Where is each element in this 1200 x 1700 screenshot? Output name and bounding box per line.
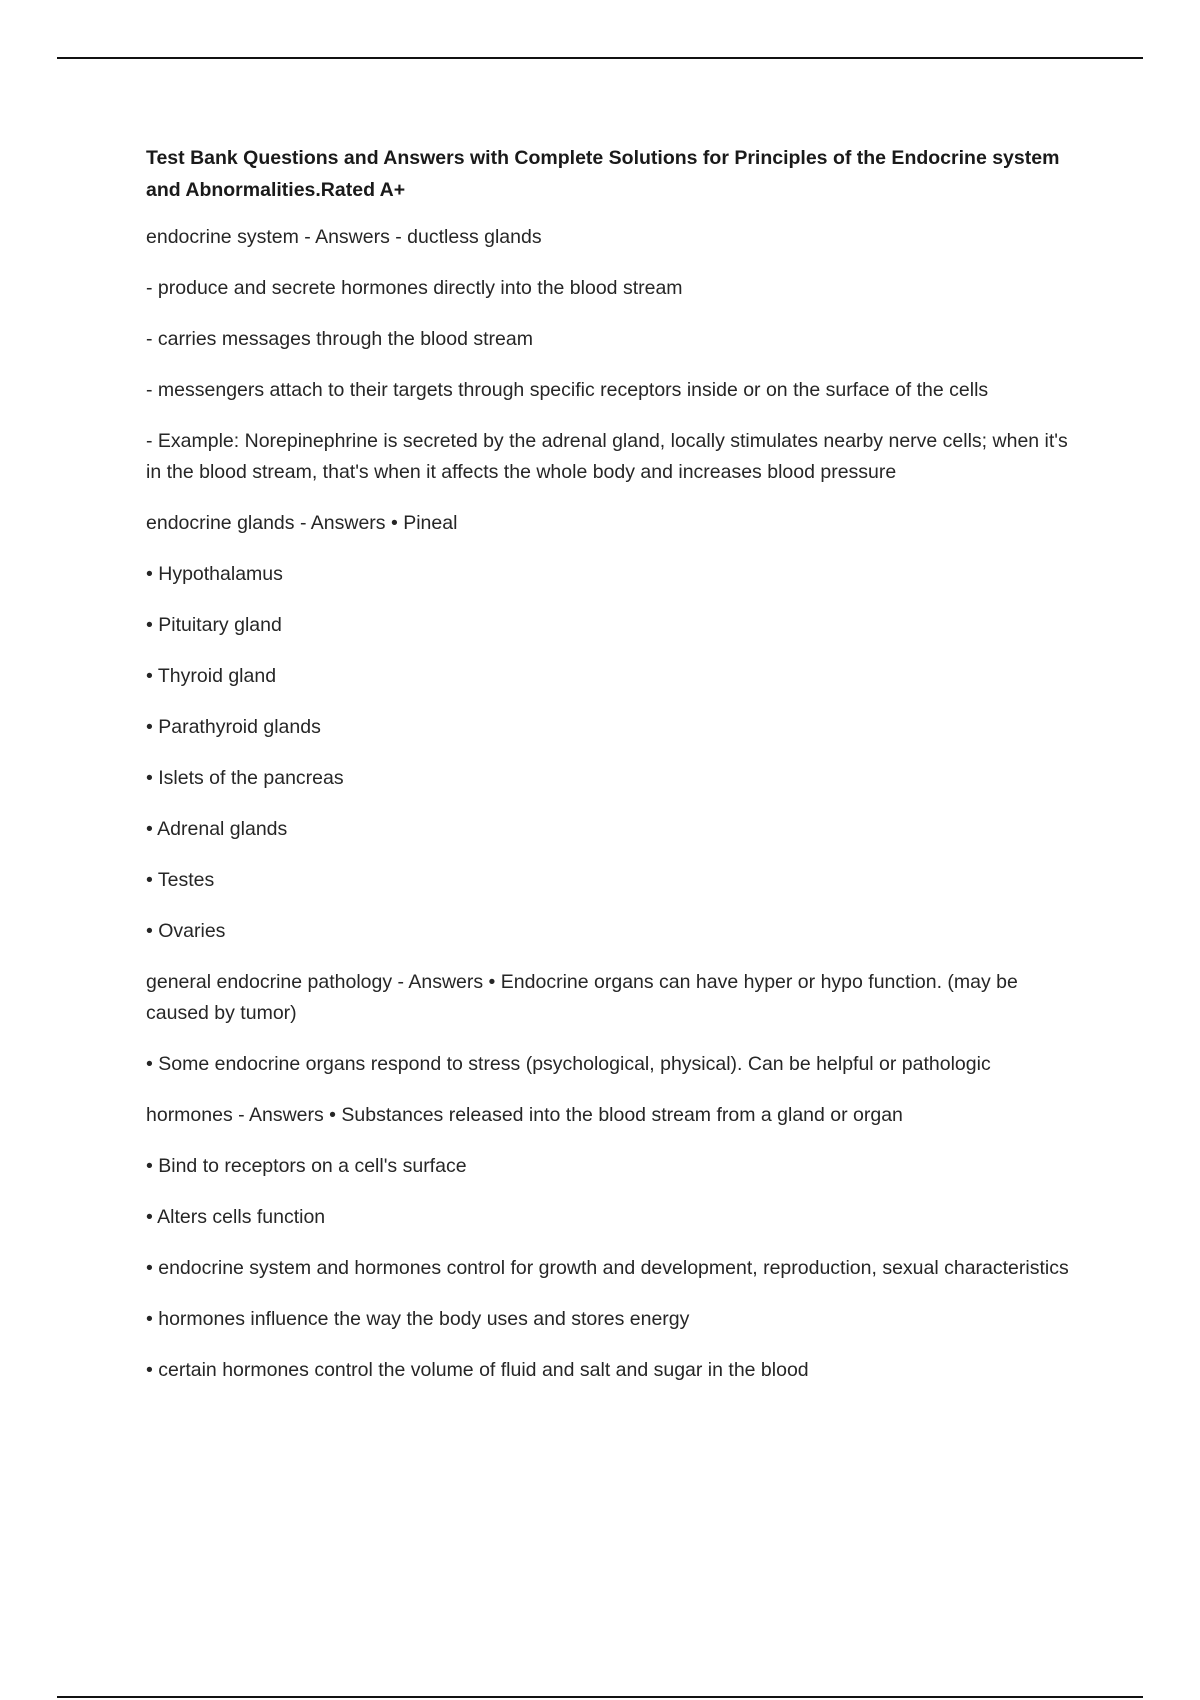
list-item-fluid-volume: • certain hormones control the volume of fluid and salt and sugar in the blood bbox=[146, 1359, 809, 1381]
list-item-testes: • Testes bbox=[146, 869, 215, 891]
paragraph-hormones: hormones - Answers • Substances released into the blood stream from a gland or organ bbox=[146, 1104, 903, 1126]
list-item-ovaries: • Ovaries bbox=[146, 920, 226, 942]
paragraph-endocrine-glands: endocrine glands - Answers • Pineal bbox=[146, 512, 458, 534]
paragraph-carries-messages: - carries messages through the blood stream bbox=[146, 328, 533, 350]
bottom-rule bbox=[57, 1696, 1143, 1698]
top-rule bbox=[57, 57, 1143, 59]
list-item-bind-receptors: • Bind to receptors on a cell's surface bbox=[146, 1155, 467, 1177]
list-item-hypothalamus: • Hypothalamus bbox=[146, 563, 283, 585]
list-item-thyroid: • Thyroid gland bbox=[146, 665, 277, 687]
document-body bbox=[146, 142, 1086, 1406]
paragraph-general-pathology: general endocrine pathology - Answers • Endocrine organs can have hyper or hypo function. (may be caused by tumor) bbox=[146, 971, 1018, 1024]
paragraph-endocrine-system: endocrine system - Answers - ductless glands bbox=[146, 226, 542, 248]
paragraph-produce-secrete: - produce and secrete hormones directly into the blood stream bbox=[146, 277, 683, 299]
list-item-stress-response: • Some endocrine organs respond to stress (psychological, physical). Can be helpful or pathologic bbox=[146, 1053, 991, 1075]
list-item-growth-development: • endocrine system and hormones control for growth and development, reproduction, sexual characteristics bbox=[146, 1257, 1069, 1279]
list-item-alters-function: • Alters cells function bbox=[146, 1206, 326, 1228]
list-item-adrenal: • Adrenal glands bbox=[146, 818, 288, 840]
list-item-energy-use: • hormones influence the way the body uses and stores energy bbox=[146, 1308, 690, 1330]
paragraph-norepinephrine-example: - Example: Norepinephrine is secreted by the adrenal gland, locally stimulates nearby nerve cells; when it's in the blood stream, that's when it affects the whole body and increases blood pressure bbox=[146, 430, 1068, 483]
list-item-parathyroid: • Parathyroid glands bbox=[146, 716, 321, 738]
list-item-pituitary: • Pituitary gland bbox=[146, 614, 282, 636]
document-title: Test Bank Questions and Answers with Complete Solutions for Principles of the Endocrine system and Abnormalities.Rated A+ bbox=[146, 147, 1060, 201]
paragraph-messengers-attach: - messengers attach to their targets through specific receptors inside or on the surface of the cells bbox=[146, 379, 989, 401]
list-item-islets-pancreas: • Islets of the pancreas bbox=[146, 767, 344, 789]
